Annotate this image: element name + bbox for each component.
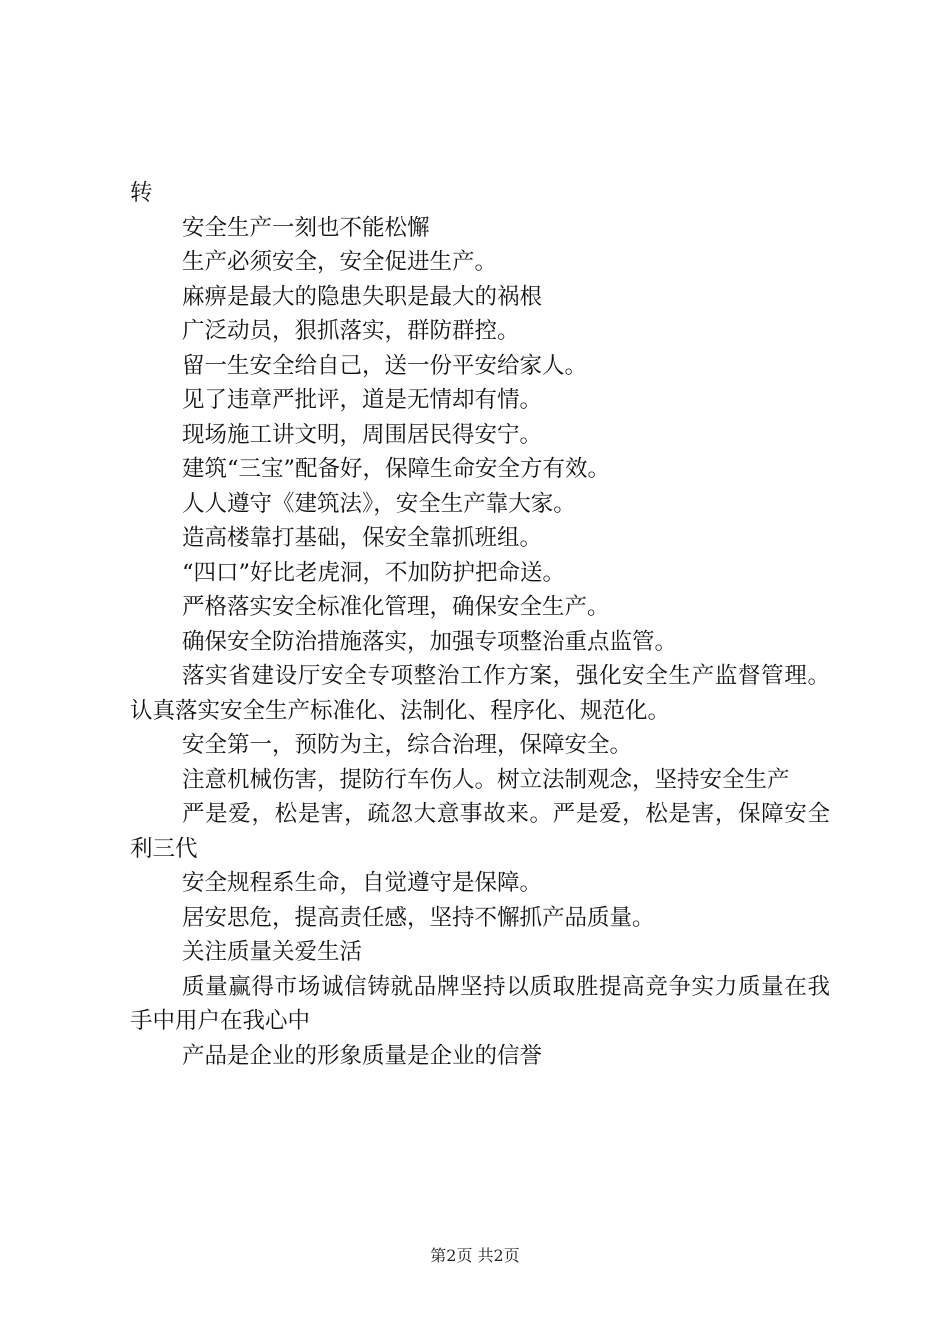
slogan-line: 广泛动员，狠抓落实，群防群控。	[182, 318, 520, 344]
slogan-line: 人人遵守《建筑法》，安全生产靠大家。	[182, 490, 576, 517]
slogan-line: 建筑“三宝”配备好，保障生命安全方有效。	[182, 456, 611, 482]
slogan-line: 见了违章严批评，道是无情却有情。	[182, 387, 543, 413]
slogan-line: 确保安全防治措施落实，加强专项整治重点监管。	[182, 628, 678, 655]
slogan-line: 现场施工讲文明，周围居民得安宁。	[182, 421, 543, 448]
slogan-line: 生产必须安全，安全促进生产。	[182, 249, 498, 275]
slogan-line: 居安思危，提高责任感，坚持不懈抓产品质量。	[182, 904, 655, 931]
slogan-line: 产品是企业的形象质量是企业的信誉	[182, 1042, 543, 1069]
slogan-line: 安全规程系生命，自觉遵守是保障。	[182, 870, 543, 896]
slogan-line: 造高楼靠打基础，保安全靠抓班组。	[182, 525, 543, 551]
slogan-paragraph: 注意机械伤害，提防行车伤人。树立法制观念，坚持安全生产	[182, 766, 790, 793]
slogan-line: 关注质量关爱生活	[182, 939, 363, 965]
text-line-continuation: 转	[130, 180, 153, 206]
document-body	[130, 176, 830, 1073]
slogan-paragraph: 严是爱，松是害，疏忽大意事故来。严是爱，松是害，保障安全利三代	[130, 801, 830, 862]
slogan-paragraph: 质量赢得市场诚信铸就品牌坚持以质取胜提高竞争实力质量在我手中用户在我心中	[130, 973, 830, 1034]
slogan-paragraph: 落实省建设厅安全专项整治工作方案，强化安全生产监督管理。认真落实安全生产标准化、法制化、程序化、规范化。	[130, 663, 830, 724]
page-footer: 第2页 共2页	[430, 1246, 520, 1265]
slogan-line: 严格落实安全标准化管理，确保安全生产。	[182, 594, 610, 620]
slogan-line: 留一生安全给自己，送一份平安给家人。	[182, 352, 588, 379]
slogan-line: “四口”好比老虎洞，不加防护把命送。	[182, 559, 566, 586]
slogan-line: 安全生产一刻也不能松懈	[182, 214, 430, 241]
slogan-line: 麻痹是最大的隐患失职是最大的祸根	[182, 283, 543, 310]
slogan-line: 安全第一，预防为主，综合治理，保障安全。	[182, 732, 633, 758]
